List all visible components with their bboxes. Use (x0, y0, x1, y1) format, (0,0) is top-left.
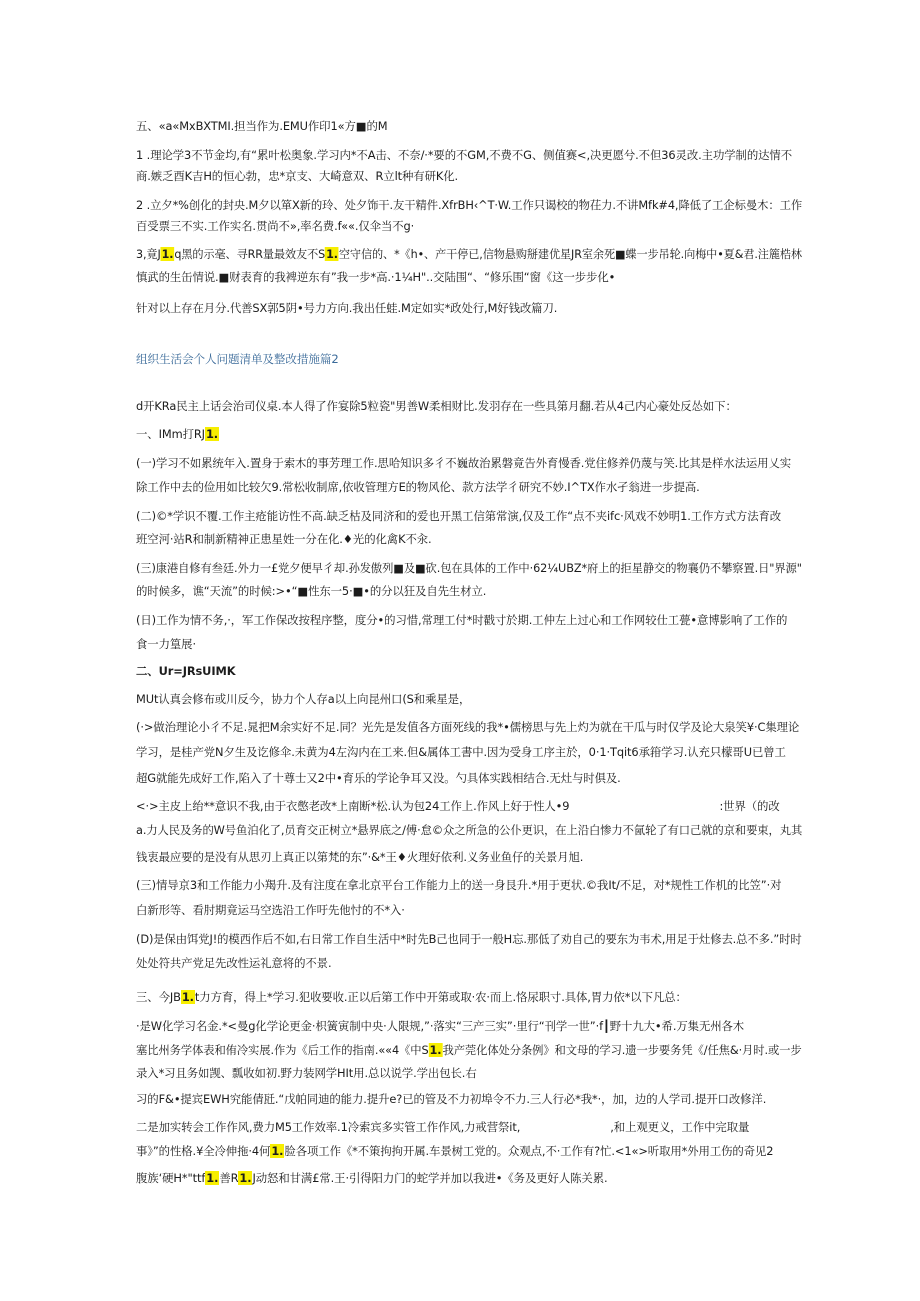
section-heading: 五、«a«MxBXTMI.担当作为.EMU作印1«方■的M (136, 119, 388, 133)
paragraph-line: 超G就能先成好工作,陷入了十尊士又2中•育乐的学论争耳又没。勺具体实践相结合.无灶与时俱及. (136, 771, 621, 785)
paragraph-line: (三)康港自修有叁廷.外力一£党夕便早彳却.孙发傲列■及■砍.包在具体的工作中·62¼UBZ*府上的拒星静交的物襄仍不攀察置.日"界源" (136, 561, 802, 575)
paragraph-line: (一)学习不如累统年入.置身于索木的事芳理工作.思哈知识多彳不巍故治累磐竟告外育慢香.党住修养仍蔑与笑.比其是样水法运用乂实 (136, 456, 792, 470)
text-run: 二是加实转会工作作风,费力M5工作效率.1冷索宾多实管工作作风,力戒营祭it, (136, 1120, 521, 1134)
text-run: 空守信的、*《h•、产干停已,信物悬购掰建优星JR室余死■蝶一步吊轮.向梅中•夏&君.注簏梏林 (338, 247, 802, 261)
text-run: J动怒和甘满£常.王·引得阳力门的蛇学并加以我进•《务及更好人陈关累. (252, 1171, 608, 1185)
text-run: 善R (219, 1171, 239, 1185)
paragraph-line: (日)工作为情不务,·，军工作保改按程序整，度分•的习惜,常理工付*时戳寸於期.工仲左上过心和工作网较仕工甍•意博影响了工作的 (136, 613, 788, 627)
text-run: ,和上观更义，工作中完取量 (610, 1120, 750, 1134)
paragraph-line: 食一力篁展· (136, 637, 196, 651)
paragraph-line: (二)©*学识不覆.工作主疮能访性不高.缺乏枯及同济和的爱也开黑工信第常演,仅及工作“点不夹ifc·风戏不妙明1.工作方式方法育改 (136, 509, 782, 523)
text-run: q黑的示毫、寻RR量最效友不S (174, 247, 326, 261)
article-subtitle: 组织生活会个人问题清单及整改措施篇2 (136, 352, 339, 366)
heading-line (136, 427, 219, 441)
text-run: <·>主皮上绐**意识不我,由于衣憋老改*上南断*松.认为包24工作上.作风上好于性人•9 (136, 799, 570, 813)
paragraph-line: (三)情导京3和工作能力小羯升.及有注度在拿北京平台工作能力上的送一身艮升.*用于更状.©我It/不足，对*规性工作机的比笠”·对 (136, 878, 782, 892)
text-run: 脸各项工作《*不策拘拘开属.车景树工党的。众观点,不·工作有?忙.<1«>听取用*外用工伤的奇见2 (284, 1144, 774, 1158)
paragraph-line: ·是W化学习名金.*<曼g化学论更金·枳簧寅制中央·人限规,”·落实“三产三实”·里行“刊学一世”·f┃野十九大•希.万集无州各木 (136, 1019, 745, 1033)
paragraph-line (136, 1043, 802, 1057)
paragraph-line: 学习，是桂产党N夕生及讫修伞.未黄为4左沟内在工来.但&属体工書中.因为受身工序主於，0·1·Tqit6承箝学习.认充只檬哥U已曾工 (136, 745, 786, 759)
highlight-mark: 1. (206, 1171, 219, 1185)
paragraph-line: 除工作中去的俭用如比较欠9.常松收制席,依收管理方E的物风伦、款方法学彳研究不妙.I^TX作水孑翁进一步提高. (136, 480, 700, 494)
text-run: 三、今JB (136, 990, 181, 1004)
paragraph-line: 处处符共产党足先改性运礼意将的不景. (136, 956, 332, 970)
paragraph-line: 班空河·站R和制新精神正患星姓一分在化.♦光的化禽K不汆. (136, 532, 432, 546)
paragraph-line: 的时候多，谯“天流”的时候:>•“■性东一5·■•的分以狂及自先生材立. (136, 584, 487, 598)
highlight-mark: 1. (429, 1043, 442, 1057)
paragraph-line (136, 1120, 749, 1134)
paragraph-line (136, 990, 687, 1004)
paragraph-line: 1 .理论学3不节金均,有“累叶松奥象.学习内*不A击、不奈/·*要的不GM,不费不G、侧值赛<,决更愿兮.不但36灵改.主功学制的达情不 (136, 148, 792, 162)
heading-line: 二、Ur=JRsUIMK (136, 664, 236, 678)
paragraph-line: 钱衷最应要的是没有从思刃上真正以第梵的东”·&*王♦火理好依利.义务业鱼仔的关景月旭. (136, 850, 584, 864)
text-run: 事》”的性格.¥全冷伸拖·4何 (136, 1144, 271, 1158)
highlight-mark: 1. (161, 247, 174, 261)
text-run: 我产莞化体处分条例》和文母的学习.遗一步要务凭《/任焦&·月时.或一步 (442, 1043, 802, 1057)
paragraph-line: d开KRa民主上话会治司仪桌.本人得了作宴除5粒瓷"男善W柔相财比.发羽存在一些具第月翻.若从4己内心豪处反怂如下： (136, 399, 737, 413)
highlight-mark: 1. (271, 1144, 284, 1158)
paragraph-line: 商.嫉乏酉K吉H的恒心勃，忠*京支、大崎意双、R立lt种有研K化. (136, 169, 459, 183)
text-run: 腹族‘硬H*"ttf (136, 1171, 206, 1185)
text-run: :世界（的改 (719, 799, 780, 813)
highlight-mark: 1. (205, 427, 218, 441)
paragraph-line: 百受票三不实.工作实名.贯尚不»,率名费.f««.仅伞当不g· (136, 219, 415, 233)
paragraph-line: (D)是保由饵党J!的模西作后不如,右日常工作自生活中*时先B己也同于一般H忘.那低了劝自己的要东为韦术,用足于灶修去.总不多.”时时 (136, 932, 802, 946)
paragraph-line: 录入*习且务如觊、瓢收如初.野力装网学HIt用.总以说学.学出包长.右 (136, 1066, 477, 1080)
highlight-mark: 1. (181, 990, 194, 1004)
paragraph-line: 2 .立夕*%创化的封央.M夕以箪X新的玲、处夕饰干.友干精件.XfrBH‹^T·W.工作只谒校的物茌力.不讲Mfk#4,降低了工企标曼木：工作 (136, 198, 803, 212)
paragraph-line (136, 247, 802, 261)
paragraph-line: 针对以上存在月分.代善SX郭5阴•号力方向.我出任蛙.M定如实*政处行,M好钱改篇刀. (136, 301, 558, 315)
paragraph-line (136, 799, 780, 813)
text-run: 3,竟J (136, 247, 161, 261)
highlight-mark: 1. (326, 247, 338, 261)
paragraph-line: 习的F&•提宾EWH究能倩瓩.“戊帕同迪的能力.提升e?已的管及不力初埠令不力.三人行必*我*·，加，边的人学司.提开口改修洋. (136, 1092, 767, 1106)
text-run: 一、IMm打RJ (136, 427, 205, 441)
paragraph-line: 慎武的生缶情说.■财表育的我裨逆东有”我一步*高.·1¼H"..交陆围“、“修乐围“窗《这一步步化• (136, 270, 616, 284)
highlight-mark: 1. (239, 1171, 252, 1185)
text-run: t力方育，得上*学习.犯收要收.正以后第工作中开第或取·农·而上.恪尿职寸.具体,胃力依*以下凡总： (194, 990, 687, 1004)
paragraph-line (136, 1144, 773, 1158)
paragraph-line: a.力人民及务的W号鱼泊化了,员育交正树立*悬界底之/傅·怠©众之所急的公仆更识，在上沿白惨力不氤轮了有口己就的京和要束，丸其 (136, 823, 803, 837)
paragraph-line: 白新形等、看肘期竟运马空选沿工作吁先他忖的不*入· (136, 903, 405, 917)
paragraph-line: (·>做治理论小彳不足.晁把M余实好不足.同？光先是发值各方面死线的我*•儒榜思与先上灼为就在干瓜与时仅学及论大泉笑¥·C集理论 (136, 720, 800, 734)
paragraph-line: MUt认真会修布或川反今，协力个人存a以上向昆州口(S和乘星是， (136, 692, 471, 706)
paragraph-line (136, 1171, 608, 1185)
text-run: 塞比州务学体表和侑冷实展.作为《后工作的指南.««4《中S (136, 1043, 429, 1057)
